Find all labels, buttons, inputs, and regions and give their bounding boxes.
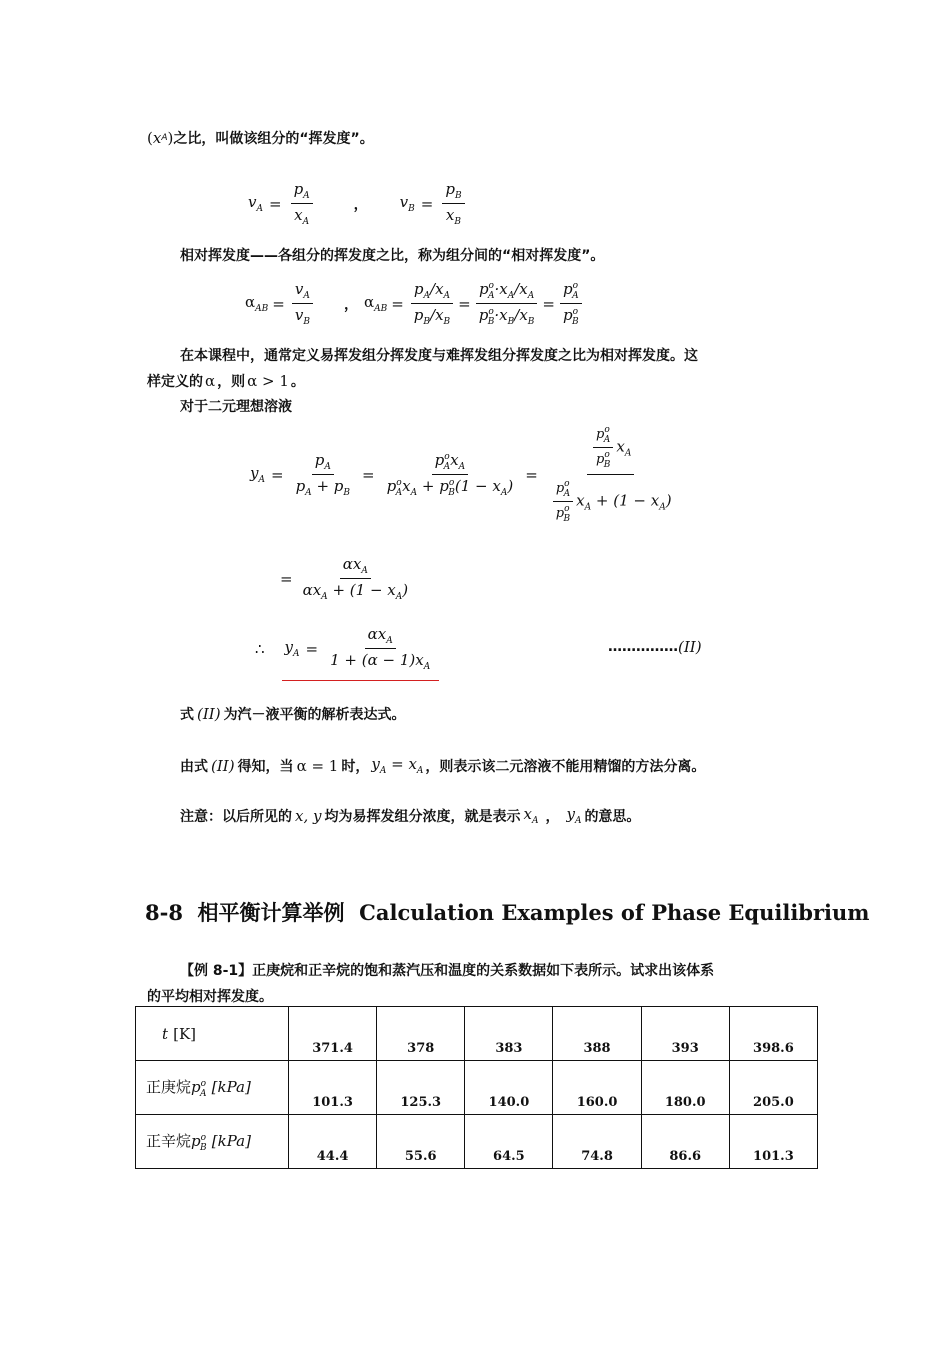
table-cell: 205.0 <box>729 1061 817 1115</box>
example-line-b: 的平均相对挥发度。 <box>147 989 273 1005</box>
equation-volatility: $v_A$ = $\frac{p_A}{x_A}$ ， $v_B$ = $\frac{p_B}{x_B}$ <box>248 180 468 227</box>
table-cell: 101.3 <box>289 1061 377 1115</box>
table-cell: 140.0 <box>465 1061 553 1115</box>
relative-volatility-def: 相对挥发度——各组分的挥发度之比，称为组分间的“相对挥发度”。 <box>180 248 605 264</box>
row-header-octane: 正辛烷$p^o_B$ [kPa] <box>136 1115 289 1169</box>
equation-yA-alpha: = $\frac{\alpha x_A}{\alpha x_A + (1 - x_A)}$ <box>280 555 409 602</box>
para-definition-line-b: 样定义的 α ，则 α > 1 。 <box>147 372 305 390</box>
para-note: 注意：以后所见的 x, y 均为易挥发组分浓度，就是表示 $x_A$ ， $y_A$ 的意思。 <box>180 805 641 826</box>
table-cell: 398.6 <box>729 1007 817 1061</box>
sub-a: A <box>161 133 168 143</box>
row-header-temperature: t [K] <box>136 1007 289 1061</box>
equation-relative-volatility: $\alpha_{AB}$ = $\frac{v_A}{v_B}$ ， $\alpha_{AB}$ = $\frac{p_A/x_A}{p_B/x_B}$ = $\frac{p^o_A\cdot x_A/x_A}{p^o_B\cdot x_B/x_B}$ = $\frac{p^o_A}{p^o_B}$ <box>245 280 585 327</box>
var-x: x <box>152 129 162 147</box>
table-cell: 101.3 <box>729 1115 817 1169</box>
equation-label-II: …………… (II) <box>608 638 702 656</box>
table-cell: 64.5 <box>465 1115 553 1169</box>
equation-II: ∴ $y_A$ = $\frac{\alpha x_A}{1 + (\alpha - 1)x_A}$ <box>255 625 431 672</box>
fraction-pB-xB: $\frac{p_B}{x_B}$ <box>442 180 464 227</box>
table-cell: 44.4 <box>289 1115 377 1169</box>
table-cell: 383 <box>465 1007 553 1061</box>
para-alpha-equals-one: 由式 (II) 得知，当 α = 1 时， $y_A = x_A$ ，则表示该二元溶液不能用精馏的方法分离。 <box>180 755 706 776</box>
table-row <box>136 1115 818 1169</box>
table-cell: 378 <box>377 1007 465 1061</box>
red-underline <box>282 680 439 681</box>
table-cell: 125.3 <box>377 1061 465 1115</box>
para-analytical-expression: 式 (II) 为汽－液平衡的解析表达式。 <box>180 705 406 723</box>
table-row <box>136 1061 818 1115</box>
table-cell: 86.6 <box>641 1115 729 1169</box>
table-cell: 371.4 <box>289 1007 377 1061</box>
table-cell: 180.0 <box>641 1061 729 1115</box>
fraction-pA-xA: $\frac{p_A}{x_A}$ <box>291 180 313 227</box>
para-definition-line-a: 在本课程中，通常定义易挥发组分挥发度与难挥发组分挥发度之比为相对挥发度。这 <box>180 348 698 364</box>
table-cell: 74.8 <box>553 1115 641 1169</box>
volatility-text: 之比，叫做该组分的“挥发度”。 <box>173 131 374 147</box>
table-cell: 393 <box>641 1007 729 1061</box>
row-header-heptane: 正庚烷$p^o_A$ [kPa] <box>136 1061 289 1115</box>
table-row <box>136 1007 818 1061</box>
equation-yA-derivation: $y_A$ = $\frac{p_A}{p_A + p_B}$ = $\frac{p^o_Ax_A}{p^o_Ax_A + p^o_B(1 - x_A)}$ = $\frac{p^o_A}{p^o_B}$ $x_A$ $\frac{p^o_A}{p^o_B}$ $x_A + (1 - x_A)$ <box>250 425 672 524</box>
example-line-a: 【例 8-1】正庚烷和正辛烷的饱和蒸汽压和温度的关系数据如下表所示。试求出该体系 <box>180 963 715 979</box>
line-volatility-def: ( x A ) 之比，叫做该组分的“挥发度”。 <box>147 129 374 147</box>
section-heading: 8-8 相平衡计算举例 Calculation Examples of Phase Equilibrium <box>145 900 870 925</box>
table-cell: 388 <box>553 1007 641 1061</box>
binary-ideal-solution: 对于二元理想溶液 <box>180 399 292 415</box>
table-cell: 55.6 <box>377 1115 465 1169</box>
table-cell: 160.0 <box>553 1061 641 1115</box>
vapor-pressure-table <box>135 1006 818 1169</box>
